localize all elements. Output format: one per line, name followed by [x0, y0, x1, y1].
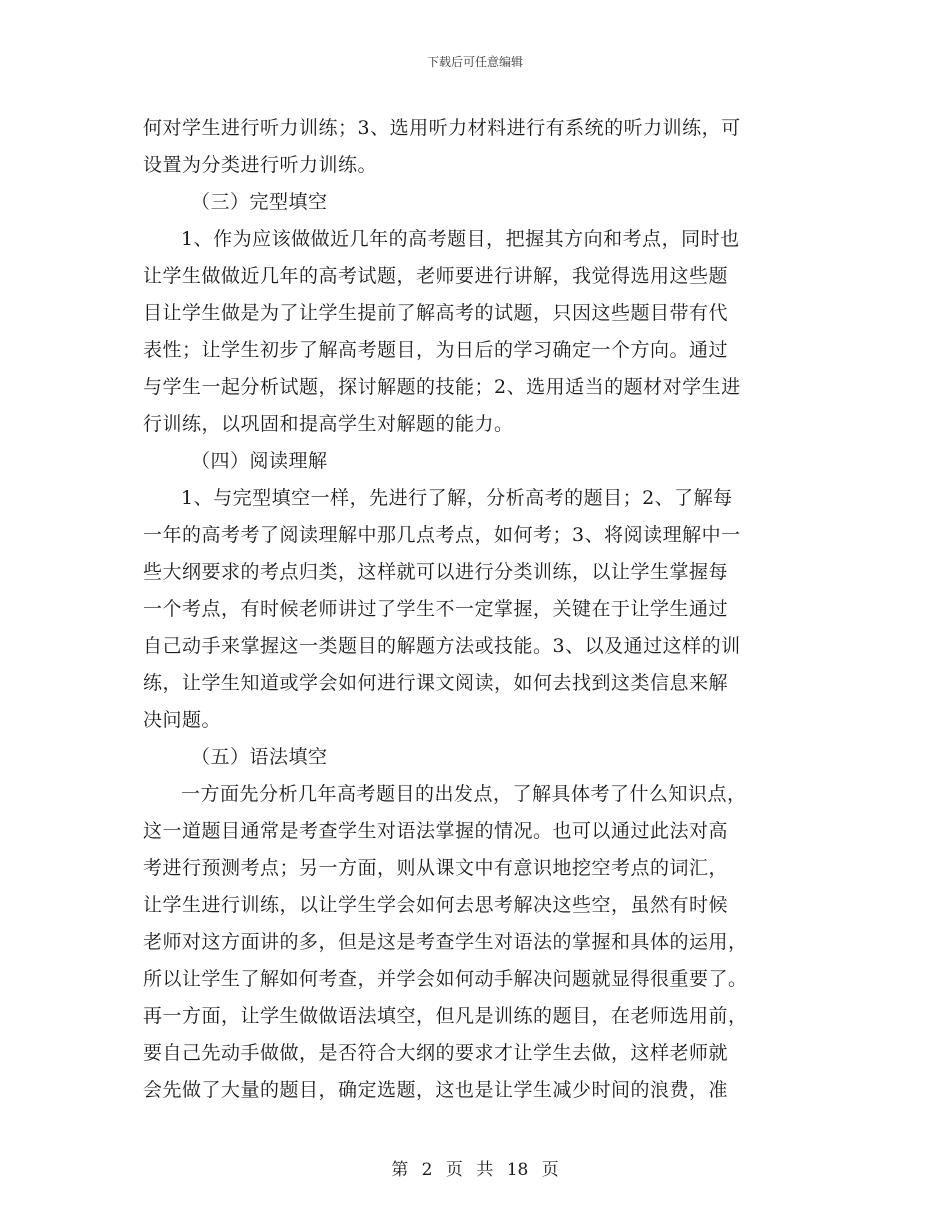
text-line: 决问题。 [143, 709, 222, 731]
text-line: 练，让学生知道或学会如何进行课文阅读，如何去找到这类信息来解 [143, 672, 729, 694]
text-line: 何对学生进行听力训练；3、选用听力材料进行有系统的听力训练，可 [143, 117, 741, 139]
text-line: 会先做了大量的题目，确定选题，这也是让学生减少时间的浪费，准 [143, 1079, 729, 1101]
text-line: 要自己先动手做做，是否符合大纲的要求才让学生去做，这样老师就 [143, 1042, 729, 1064]
text-line: 表性；让学生初步了解高考题目，为日后的学习确定一个方向。通过 [143, 339, 729, 361]
section-heading: （五）语法填空 [191, 746, 328, 768]
text-line: 行训练，以巩固和提高学生对解题的能力。 [143, 413, 514, 435]
text-line: 目让学生做是为了让学生提前了解高考的试题，只因这些题目带有代 [143, 302, 729, 324]
page-number-footer [0, 1155, 950, 1180]
page-header: 下载后可任意编辑 [426, 55, 523, 69]
text-line: 让学生做做近几年的高考试题，老师要进行讲解，我觉得选用这些题 [143, 265, 729, 287]
text-line: 考进行预测考点；另一方面，则从课文中有意识地挖空考点的词汇， [143, 857, 729, 879]
section-heading: （四）阅读理解 [191, 450, 328, 472]
text-line: 1、与完型填空一样，先进行了解，分析高考的题目；2、了解每 [181, 487, 733, 509]
text-line: 一个考点，有时候老师讲过了学生不一定掌握，关键在于让学生通过 [143, 598, 729, 620]
text-line: 1、作为应该做做近几年的高考题目，把握其方向和考点，同时也 [181, 228, 740, 250]
text-line: 设置为分类进行听力训练。 [143, 154, 378, 176]
text-line: 一方面先分析几年高考题目的出发点，了解具体考了什么知识点， [181, 783, 747, 805]
text-line: 这一道题目通常是考查学生对语法掌握的情况。也可以通过此法对高 [143, 820, 729, 842]
footer-page-word: 页 [445, 1160, 463, 1180]
text-line: 一年的高考考了阅读理解中那几点考点，如何考；3、将阅读理解中一 [143, 524, 741, 546]
section-heading: （三）完型填空 [191, 191, 328, 213]
current-page-number: 2 [421, 1160, 433, 1180]
footer-suffix: 页 [541, 1160, 559, 1180]
footer-total-word: 共 [476, 1160, 494, 1180]
text-line: 些大纲要求的考点归类，这样就可以进行分类训练，以让学生掌握每 [143, 561, 729, 583]
text-line: 所以让学生了解如何考查，并学会如何动手解决问题就显得很重要了。 [143, 968, 748, 990]
text-line: 与学生一起分析试题，探讨解题的技能；2、选用适当的题材对学生进 [143, 376, 741, 398]
footer-prefix: 第 [391, 1160, 409, 1180]
text-line: 让学生进行训练，以让学生学会如何去思考解决这些空，虽然有时候 [143, 894, 729, 916]
text-line: 老师对这方面讲的多，但是这是考查学生对语法的掌握和具体的运用， [143, 931, 748, 953]
text-line: 再一方面，让学生做做语法填空，但凡是训练的题目，在老师选用前， [143, 1005, 748, 1027]
document-body [143, 110, 813, 1109]
text-line: 自己动手来掌握这一类题目的解题方法或技能。3、以及通过这样的训 [143, 635, 741, 657]
total-page-count: 18 [506, 1160, 529, 1180]
